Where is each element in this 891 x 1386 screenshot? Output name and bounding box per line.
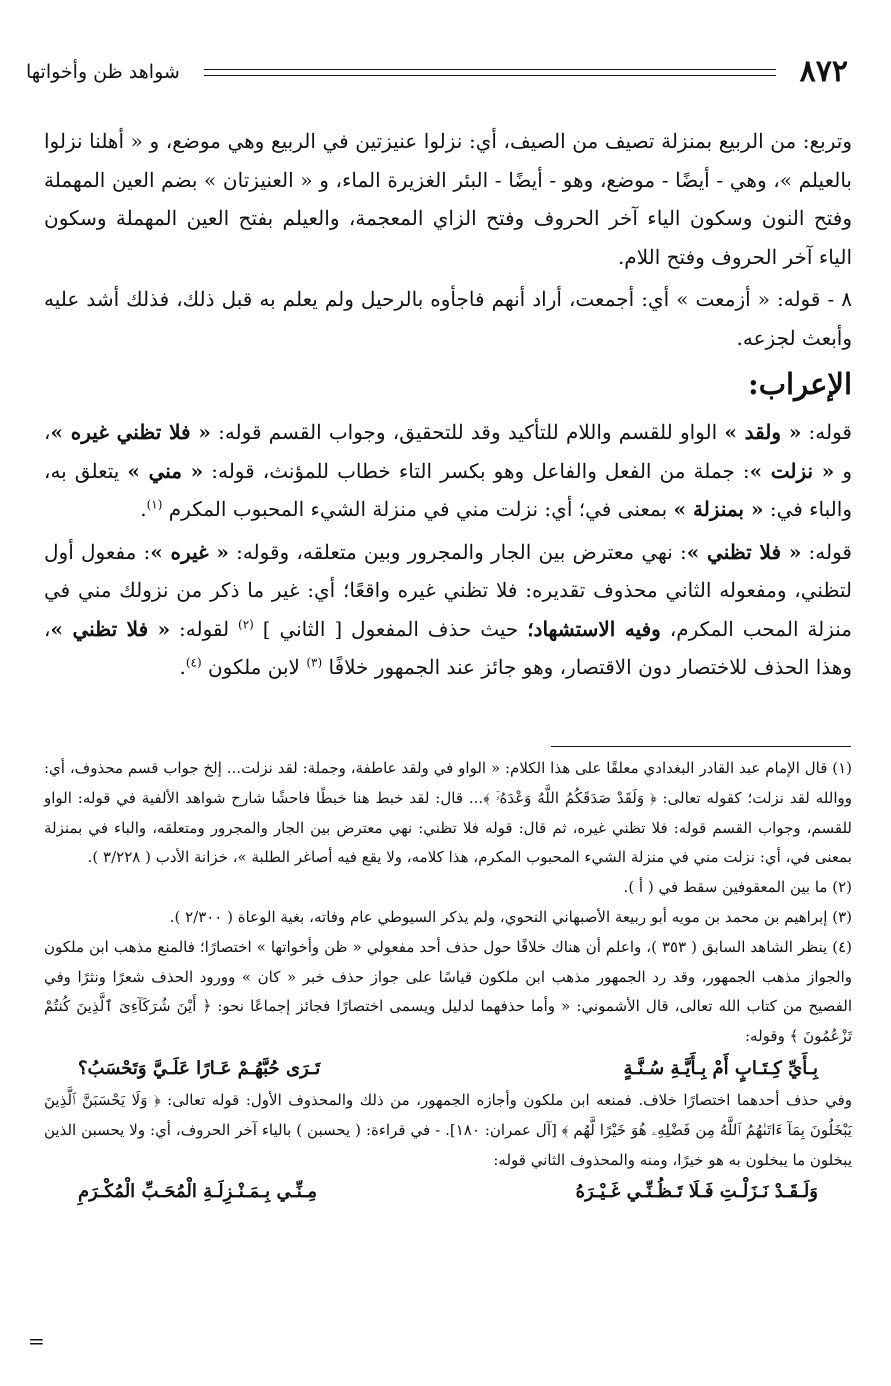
footnote-ref: (٤) — [185, 655, 202, 670]
running-title: شواهد ظن وأخواتها — [26, 61, 180, 83]
footnote-ref: (٣) — [306, 655, 323, 670]
footnote-ref: (١) — [146, 497, 163, 512]
footnote: (١) قال الإمام عبد القادر البغدادي معلقًا على هذا الكلام: « الواو في ولقد عاطفة، وجملة: لقد نزلت... إلخ جواب قسم محذوف، أي: ووالله لقد نزلت؛ كقوله تعالى: ﴿ وَلَقَدْ صَدَقَكُمُ اللَّهُ وَعْدَهُۥٓ ﴾... قال: لقد خبط هنا خبطًا فاحشًا شارح شواهد الألفية في قوله: الواو للقسم، وجواب القسم قوله: فلا تظني غيره، ثم قال: قوله فلا تظني: نهي معترض بين الجار والمجرور ومتعلقه، والباء في بمنزلة بمعنى في، أي: نزلت مني في منزلة الشيء المحبوب المكرم، هذا كلامه، ولا يقع فيه أصاغر الطلبة »، خزانة الأدب ( ٣/٢٢٨ ). — [44, 759, 852, 867]
verse-hemistich: وَلَـقَـدْ نَـزَلْـتِ فَـلَا تَـظُـنِّـي غَـيْـرَهُ — [575, 1181, 818, 1203]
continuation-mark: = — [28, 1329, 45, 1353]
footnote: وفي حذف أحدهما اختصارًا خلاف. فمنعه ابن ملكون وأجازه الجمهور، من ذلك والمحذوف الأول: قوله تعالى: ﴿ وَلَا يَحْسَبَنَّ ٱلَّذِينَ يَبْخَلُونَ بِمَآ ءَاتَىٰهُمُ ٱللَّهُ مِن فَضْلِهِۦ هُوَ خَيْرًا لَّهُم ﴾ [آل عمران: ١٨٠]. - في قراءة: ( يحسبن ) بالياء آخر الحروف، أي: ولا يحسبن الذين يبخلون ما يبخلون به هو خيرًا، ومنه والمحذوف الثاني قوله: — [44, 1090, 852, 1169]
footnote: (٢) ما بين المعقوفين سقط في ( أ ). — [623, 878, 852, 897]
footnote-separator — [551, 746, 851, 747]
paragraph: قوله: « فلا تظني »: نهي معترض بين الجار والمجرور وبين متعلقه، وقوله: « غيره »: مفعول أول لتظني، ومفعوله الثاني محذوف تقديره: فلا تظني غيره واقعًا؛ أي: غير ما ذكر من نزولك مني في منزلة المحب المكرم، وفيه الاستشهاد؛ حيث حذف المفعول [ الثاني ] $^{(٢)}$ لقوله: « فلا تظني »، وهذا الحذف للاختصار دون الاقتصار، وهو جائز عند الجمهور خلافًا $^{(٣)}$ لابن ملكون $^{(٤)}$. — [44, 539, 853, 679]
page-header — [26, 52, 852, 92]
main-text — [44, 122, 852, 691]
footnote: (٤) ينظر الشاهد السابق ( ٣٥٣ )، واعلم أن هناك خلافًا حول حذف أحد مفعولي « ظن وأخواتها » اختصارًا؛ فالمنع مذهب ابن ملكون والجواز مذهب الجمهور، وقد رد الجمهور مذهب ابن ملكون قياسًا على جواز حذف خبر « كان » وورود الحذف شعرًا ونثرًا وفي الفصيح من كتاب الله تعالى، قال الأشموني: « وأما حذفهما لدليل ويسمى اختصارًا فجائز إجماعًا نحو: ﴿ أَيْنَ شُرَكَآءِىَ ٱلَّذِينَ كُنتُمْ تَزْعُمُونَ ﴾ وقوله: — [44, 937, 852, 1046]
verse-line — [78, 1052, 818, 1086]
paragraph: ٨ - قوله: « أزمعت » أي: أجمعت، أراد أنهم فاجأوه بالرحيل ولم يعلم به قبل ذلك، فذلك أشد عليه وأبعث لجزعه. — [44, 287, 853, 350]
verse-hemistich: مِـنِّـي بِـمَـنْـزِلَـةِ الْمُحَـبِّ الْمُكْـرَمِ — [78, 1181, 318, 1203]
header-rule — [204, 69, 776, 76]
verse-hemistich: تَـرَى حُبَّهُـمْ عَـارًا عَلَـيَّ وَتَحْسَبُ؟ — [78, 1057, 321, 1079]
section-heading: الإعراب: — [748, 367, 852, 401]
verse-line — [78, 1175, 818, 1209]
footnotes — [44, 754, 852, 1209]
footnote: (٣) إبراهيم بن محمد بن مويه أبو ربيعة الأصبهاني النحوي، ولم يذكر السيوطي عام وفاته، بغية الوعاة ( ٢/٣٠٠ ). — [169, 907, 852, 926]
footnote-ref: (٢) — [238, 616, 254, 631]
paragraph: وتربع: من الربيع بمنزلة تصيف من الصيف، أي: نزلوا عنيزتين في الربيع وهي موضع، و « أهلنا نزلوا بالعيلم »، وهي - أيضًا - موضع، وهو - أيضًا - البئر الغزيرة الماء، و « العنيزتان » بضم العين المهملة وفتح النون وسكون الياء آخر الحروف وفتح الزاي المعجمة، والعيلم بفتح العين المهملة وسكون الياء آخر الحروف وفتح اللام. — [44, 129, 852, 269]
verse-hemistich: بِـأَيِّ كِـتَـابٍ أَمْ بِـأَيَّـةِ سُـنَّـةٍ — [623, 1057, 818, 1079]
paragraph: قوله: « ولقد » الواو للقسم واللام للتأكيد وقد للتحقيق، وجواب القسم قوله: « فلا تظني غيره »، و « نزلت »: جملة من الفعل والفاعل وهو بكسر التاء خطاب للمؤنث، قوله: « مني » يتعلق به، والباء في: « بمنزلة » بمعنى في؛ أي: نزلت مني في منزلة الشيء المحبوب المكرم $^{(١)}$. — [44, 420, 853, 521]
page-number: ٨٧٢ — [799, 54, 848, 89]
